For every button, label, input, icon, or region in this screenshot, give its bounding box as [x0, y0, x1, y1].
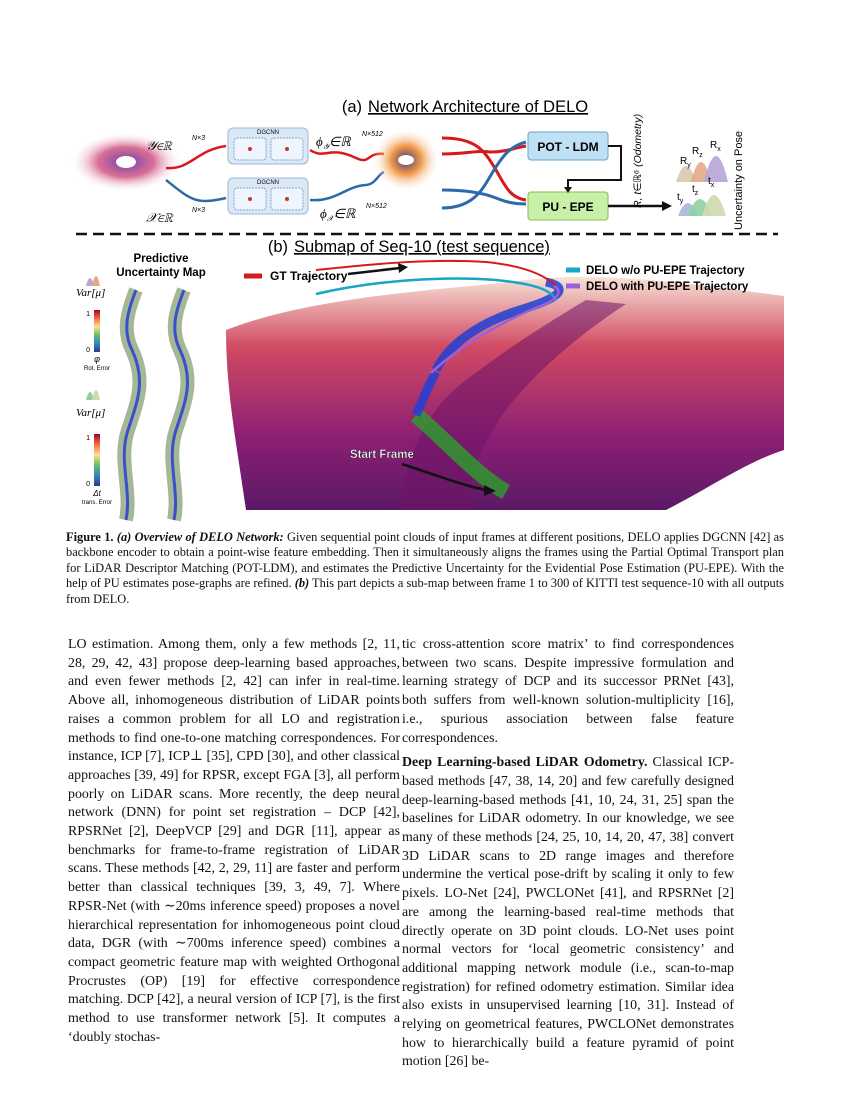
rotation-colorbar: [94, 310, 100, 352]
pum-title-1: Predictive: [133, 253, 189, 265]
dgcnn-label-top: DGCNN: [257, 130, 279, 136]
cb2-symbol: Δt: [93, 489, 101, 498]
part-b-title: Submap of Seq-10 (test sequence): [294, 238, 550, 256]
part-a-label: (a): [341, 98, 362, 116]
part-b-label: (b): [267, 238, 288, 256]
right-heading: Deep Learning-based LiDAR Odometry.: [402, 755, 648, 771]
y-input-label: 𝒴∈ℝ: [146, 138, 172, 153]
figure-caption: [66, 530, 784, 607]
start-frame-label: Start Frame: [350, 449, 414, 461]
right-paragraph-2-text: Classical ICP-based methods [47, 38, 14, 20] and few carefully designed deep-learning-based methods [41, 10, 24, 31, 25] span the baselines for LiDAR odometry. In our knowledge, we see many of these methods [24, 25, 10, 14, 20, 47, 38] convert 3D LiDAR scans to 2D range images and therefore undermine the vertical pose-drift by scaling it only to few pixels. LO-Net [24], PWCLONet [41], and RPSRNet [2] are among the learning-based real-time methods that directly operate on 3D point clouds. LO-Net uses point normal vectors for ‘local geometric consistency’ and additional mapping network module (i.e., scan-to-map registration) for refined odometry estimation. Similar idea also exists in unsupervised learning [10, 31]. Instead of relying on geometrical features, PWCLONet demonstrates how to hierarchically build a feature pyramid of point motion [26] be-: [402, 755, 734, 1070]
y-input-sup: N×3: [192, 135, 206, 142]
part-a: [70, 98, 745, 230]
part-a-title: Network Architecture of DELO: [368, 98, 589, 116]
phi-x-sup: N×512: [366, 203, 387, 210]
left-column: [68, 636, 400, 1047]
gt-legend-label: GT Trajectory: [270, 269, 348, 283]
pu-epe-label: PU - EPE: [542, 200, 594, 214]
caption-label: Figure 1.: [66, 530, 114, 544]
dgcnn-box-top: [228, 128, 308, 164]
cb1-max: 1: [86, 311, 90, 318]
right-paragraph-2: [402, 754, 734, 1072]
trans-label-z: $t_z$: [692, 184, 699, 197]
odometry-label: R, t∈ℝ⁶ (Odometry): [632, 113, 644, 208]
var-mu-bottom: Var[μ]: [76, 407, 106, 419]
input-cloud-center: [116, 156, 136, 168]
second-cloud-center: [398, 155, 414, 165]
phi-y-label: $\phi_𝒴\in ℝ$: [316, 134, 351, 151]
translation-colorbar: [94, 434, 100, 486]
caption-a-text: Given sequential point clouds of input frames at different positions, DELO applies DGCNN [42] as backbone encoder to obtain a point-wise feature embedding. Then it simultaneously aligns the frames using the Partial Optimal Transport plan for LiDAR Descriptor Matching (POT-LDM), and estimates the Predictive Uncertainty for the Evidential Pose Estimation (PU-EPE). With the help of PU estimates pose-graphs are refined.: [66, 530, 784, 591]
dgcnn-box-bottom: [228, 178, 308, 214]
blue-input-arrow: [166, 180, 226, 201]
trans-label-x: $t_x$: [708, 176, 715, 189]
pum-title-2: Uncertainty Map: [116, 267, 206, 279]
left-paragraph: LO estimation. Among them, only a few methods [2, 11, 28, 29, 42, 43] propose deep-learning based approaches, and even fewer methods [2, 42] can infer in real-time. Above all, inhomogeneous distribution of LiDAR points raises a common problem for all LO and registration methods to find one-to-one matching correspondences. For instance, ICP [7], ICP⊥ [35], CPD [30], and other classical approaches [39, 49] for RPSR, except FGA [3], all perform poorly on LiDAR scans. More recently, the deep neural network (DNN) for point set registration – DCP [42], RPSRNet [2], DeepVCP [29] and DGR [11], appear as benchmarks for frame-to-frame registration of LiDAR scans. These methods [42, 2, 29, 11] are faster and perform better than classical techniques [39, 3, 49, 7]. Where RPSR-Net (with ∼20ms inference speed) proposes a novel hierarchical representation for inhomogeneous point cloud data, DGR (with ∼700ms inference speed) combines a compact geometric feature map with weighted Orthogonal Procrustes (OP) [19] for effective correspondence matching. DCP [42], a neural version of ICP [7], is the first method to use transformer network [5]. It computes a ‘doubly stochas-: [68, 637, 400, 1045]
cb1-symbol: φ: [94, 354, 100, 364]
phi-x-label: $\phi_𝒳\in ℝ$: [320, 206, 356, 223]
caption-b-text: This part depicts a sub-map between frame 1 to 300 of KITTI test sequence-10 with all outputs from DELO.: [66, 576, 784, 606]
phi-y-sup: N×512: [362, 131, 383, 138]
rot-label-y: $R_y$: [680, 156, 691, 169]
cb1-label: Rot. Error: [83, 366, 111, 372]
rot-label-z: $R_z$: [692, 146, 703, 159]
rot-label-x: $R_x$: [710, 140, 721, 153]
pu-output-arrowhead: [662, 201, 672, 211]
cb2-label: trans. Error: [81, 500, 113, 506]
caption-a-title: (a) Overview of DELO Network:: [116, 530, 284, 544]
caption-b-title: (b): [294, 576, 310, 591]
figure-1: [66, 90, 784, 526]
pot-ldm-label: POT - LDM: [537, 140, 599, 154]
rotation-distributions: [676, 140, 728, 182]
var-mu-top: Var[μ]: [76, 287, 106, 299]
gt-pointer-arrow: [348, 268, 400, 274]
dgcnn-label-bottom: DGCNN: [257, 180, 279, 186]
wo-legend-label: DELO w/o PU-EPE Trajectory: [586, 265, 745, 277]
cb2-min: 0: [86, 481, 90, 488]
right-paragraph-1: tic cross-attention score matrix’ to find correspondences between two scans. Despite impressive formulation and learning strategy of DCP and its successor PRNet [43], both suffers from well-known solution-multiplicity [16], i.e., spurious association between false feature correspondences.: [402, 637, 734, 746]
part-b: [66, 238, 784, 526]
blue-cross-path-2: [442, 190, 526, 204]
blue-feature-arrow: [310, 172, 384, 200]
with-legend-label: DELO with PU-EPE Trajectory: [586, 281, 749, 293]
x-input-sup: N×3: [192, 207, 206, 214]
cb2-max: 1: [86, 435, 90, 442]
cb1-min: 0: [86, 347, 90, 354]
gt-pointer-arrowhead: [398, 263, 408, 273]
right-column: [402, 636, 734, 1072]
trans-label-y: $t_y$: [677, 192, 684, 205]
x-input-label: 𝒳∈ℝ: [146, 210, 173, 225]
uncertainty-on-pose-label: Uncertainty on Pose: [733, 130, 745, 230]
